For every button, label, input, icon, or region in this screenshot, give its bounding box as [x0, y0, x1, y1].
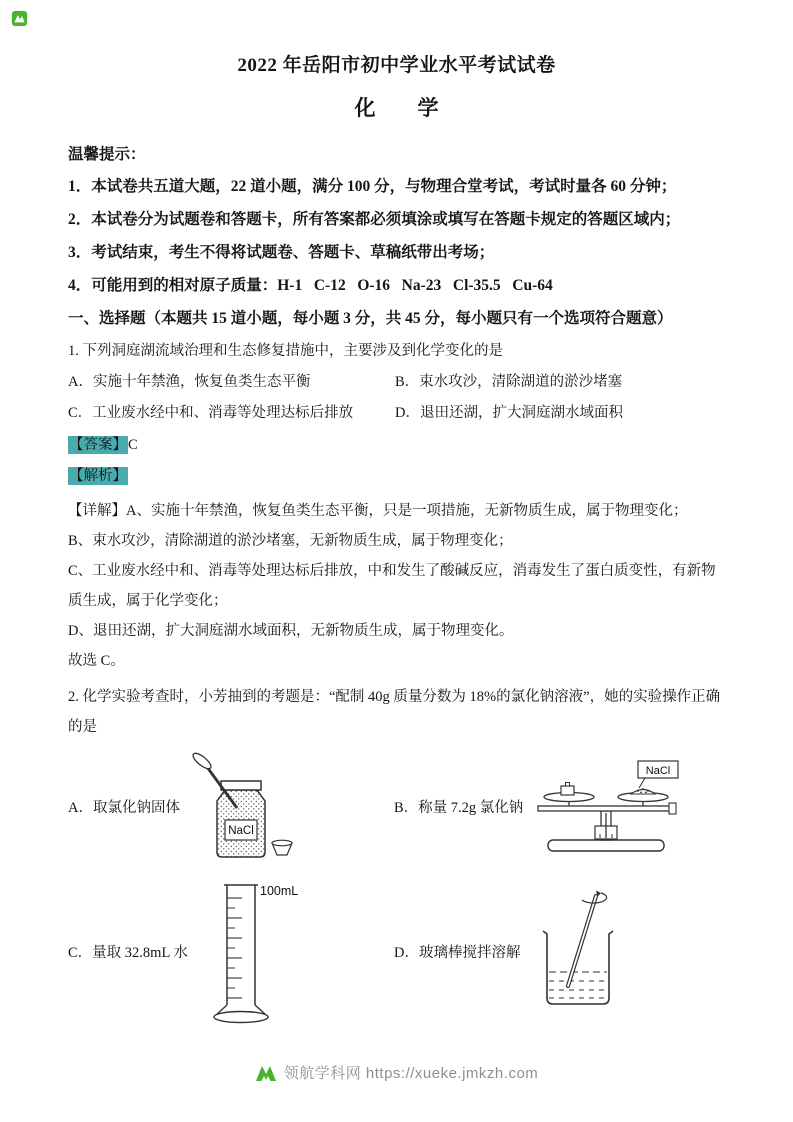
q1-detail-line-3: C、工业废水经中和、消毒等处理达标后排放，中和发生了酸碱反应，消毒发生了蛋白质变性，有新物质生成，属于化学变化； — [68, 563, 716, 609]
q1-answer-value: C — [128, 437, 138, 453]
q1-option-a: A．实施十年禁渔，恢复鱼类生态平衡 — [68, 374, 311, 390]
bottle-mouth — [221, 781, 261, 790]
q2-stem: 2. 化学实验考查时，小芳抽到的考题是：“配制 40g 质量分数为 18%的氯化钠溶液”，她的实验操作正确的是 — [68, 689, 721, 735]
balance-knob — [669, 803, 676, 814]
subject-title: 化 学 — [354, 96, 439, 120]
bottle-label: NaCl — [228, 825, 254, 837]
q2-options-row-cd — [68, 878, 725, 1025]
spoon-scoop-icon — [191, 751, 213, 771]
q2-option-d: D．玻璃棒搅拌溶解 — [394, 945, 521, 961]
q1-detail-line-2: B、束水攻沙，清除湖道的淤沙堵塞，无新物质生成，属于物理变化； — [68, 533, 513, 549]
q1-options — [68, 371, 725, 424]
q1-option-c: C．工业废水经中和、消毒等处理达标后排放 — [68, 405, 354, 421]
q2-option-a: A．取氯化钠固体 — [68, 799, 180, 816]
q1-answer-line — [68, 434, 725, 456]
beaker-outline — [543, 931, 613, 1004]
stopper-top — [272, 840, 292, 846]
footer-logo-icon — [255, 1063, 277, 1083]
cylinder-label: 100mL — [260, 884, 299, 898]
reagent-bottle-figure — [185, 750, 297, 862]
q1-stem: 1. 下列洞庭湖流域治理和生态修复措施中，主要涉及到化学变化的是 — [68, 343, 503, 359]
footer — [0, 1062, 793, 1083]
footer-site-text: 领航学科网 https://xueke.jmkzh.com — [283, 1065, 539, 1082]
beaker-figure — [526, 886, 626, 1018]
balance-base — [548, 840, 664, 851]
q1-analysis-line — [68, 465, 725, 487]
q2-option-c: C．量取 32.8mL 水 — [68, 945, 188, 961]
q1-answer-label: 【答案】 — [69, 437, 127, 453]
corner-logo-icon — [11, 10, 28, 27]
notice-heading: 温馨提示： — [68, 146, 146, 163]
notice-item-2: 2．本试卷分为试题卷和答题卡，所有答案都必须填涂或填写在答题卡规定的答题区域内； — [68, 211, 681, 228]
weight-icon — [561, 786, 574, 795]
q1-option-b: B．束水攻沙，清除湖道的淤沙堵塞 — [395, 374, 623, 390]
balance-label-leader — [639, 778, 645, 788]
cylinder-base — [214, 1012, 268, 1023]
page-title: 2022 年岳阳市初中学业水平考试试卷 — [237, 55, 556, 76]
notice-item-4: 4．可能用到的相对原子质量：H-1 C-12 O-16 Na-23 Cl-35.5 Cu-64 — [68, 277, 553, 294]
graduated-cylinder-figure — [205, 878, 301, 1025]
balance-beam — [538, 806, 674, 811]
powder-pile — [631, 789, 655, 794]
notice-item-3: 3．考试结束，考生不得将试题卷、答题卡、草稿纸带出考场； — [68, 244, 495, 261]
balance-figure — [532, 759, 680, 854]
section-heading: 一、选择题（本题共 15 道小题，每小题 3 分，共 45 分，每小题只有一个选项符合题意） — [68, 310, 673, 327]
q1-detail-conclusion: 故选 C。 — [68, 653, 125, 669]
q2-options-row-ab — [68, 750, 725, 862]
balance-label: NaCl — [645, 764, 671, 777]
notice-item-1: 1．本试卷共五道大题，22 道小题，满分 100 分，与物理合堂考试，考试时量各 60 分钟； — [68, 178, 677, 195]
q1-analysis-label: 【解析】 — [69, 468, 127, 484]
q1-option-d: D．退田还湖，扩大洞庭湖水域面积 — [395, 405, 623, 421]
q1-detail-line-1: 【详解】A、实施十年禁渔，恢复鱼类生态平衡，只是一项措施，无新物质生成，属于物理变化； — [68, 503, 688, 519]
q2-option-b: B．称量 7.2g 氯化钠 — [394, 799, 524, 816]
q1-detail-line-4: D、退田还湖，扩大洞庭湖水域面积，无新物质生成，属于物理变化。 — [68, 623, 514, 639]
